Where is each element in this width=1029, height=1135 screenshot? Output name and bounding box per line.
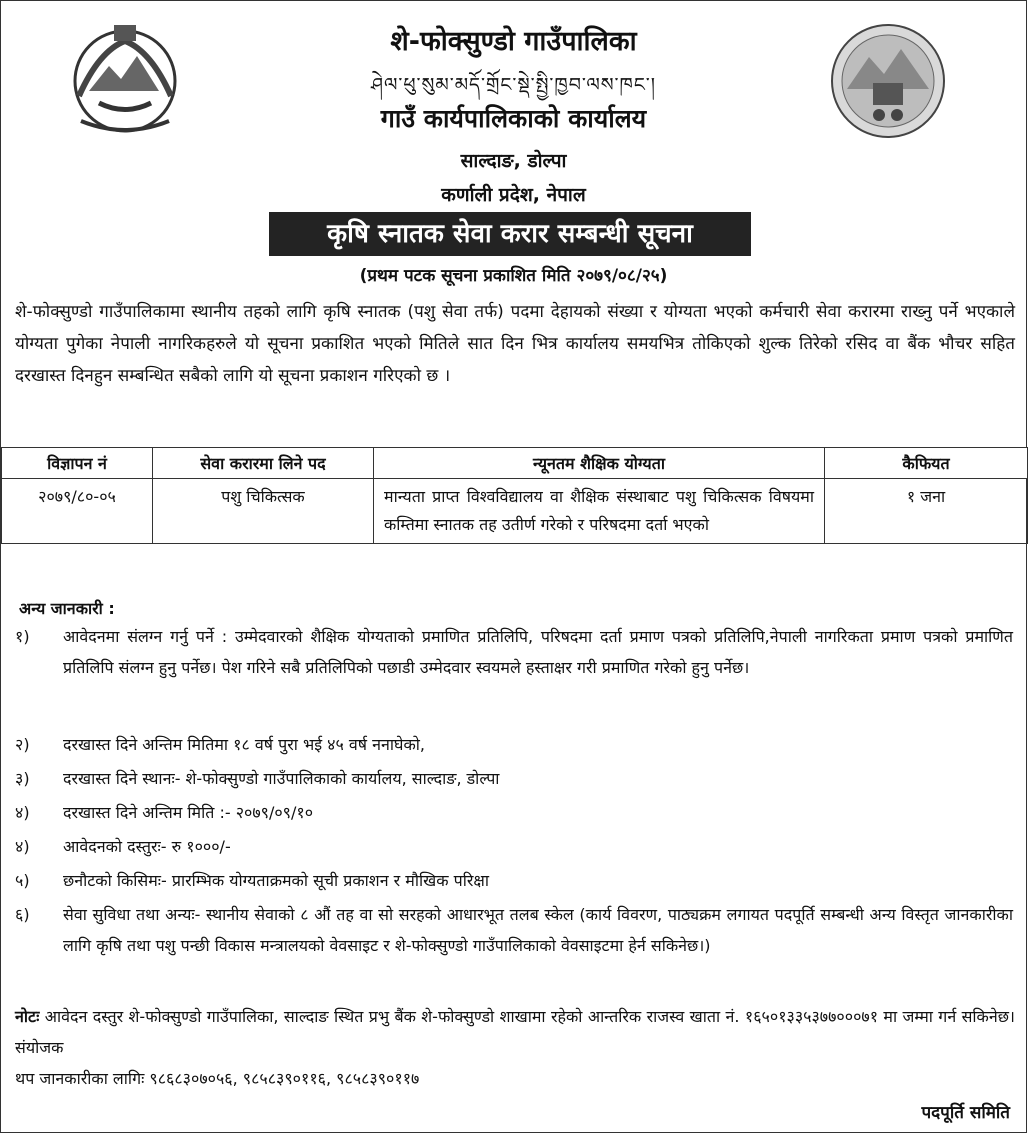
column-header-ad-number: विज्ञापन नं	[2, 448, 153, 479]
list-item-number: ४)	[15, 803, 30, 822]
other-info-title: अन्य जानकारी :	[19, 599, 115, 618]
letterhead	[1, 1, 1026, 263]
intro-paragraph: शे-फोक्सुण्डो गाउँपालिकामा स्थानीय तहको लागि कृषि स्नातक (पशु सेवा तर्फ) पदमा देहायको संख्या र योग्यता भएको कर्मचारी सेवा करारमा राख्नु पर्ने भएकाले योग्यता पुगेका नेपाली नागरिकहरुले यो सूचना प्रकाशित भएको मितिले सात दिन भित्र कार्यालय समयभित्र तोकिएको शुल्क तिरेको रसिद वा बैंक भौचर सहित दरखास्त दिनहुन सम्बन्धित सबैको लागि यो सूचना प्रकाशन गरिएको छ ।	[15, 302, 1015, 386]
cell-position: पशु चिकित्सक	[153, 479, 374, 544]
list-item-number: ४)	[15, 837, 30, 856]
cell-ad-number: २०७९/८०-०५	[2, 479, 153, 544]
table-header-row	[2, 448, 1028, 479]
state-country: कर्णाली प्रदेश, नेपाल	[441, 184, 586, 206]
list-item-text: सेवा सुविधा तथा अन्यः- स्थानीय सेवाको ८ औं तह वा सो सरहको आधारभूत तलब स्केल (कार्य विवरण, पाठ्यक्रम लगायत पदपूर्ति सम्बन्धी अन्य विस्तृत जानकारीका लागि कृषि तथा पशु पन्छी विकास मन्त्रालयको वेवसाइट र शे-फोक्सुण्डो गाउँपालिकाको वेवसाइटमा हेर्न सकिनेछ।)	[63, 905, 1013, 955]
note-text: आवेदन दस्तुर शे-फोक्सुण्डो गाउँपालिका, साल्दाङ स्थित प्रभु बैंक शे-फोक्सुण्डो शाखामा रहेको आन्तरिक राजस्व खाता नं. १६५०१३३५३७७०००७१ मा जम्मा गर्न सकिनेछ। संयोजक	[15, 1007, 1015, 1057]
list-item-number: २)	[15, 735, 30, 754]
signature-committee: पदपूर्ति समिति	[921, 1103, 1010, 1123]
list-item-text: दरखास्त दिने अन्तिम मिति :- २०७९/०९/१०	[63, 803, 314, 822]
list-item-number: ३)	[15, 769, 30, 788]
table-row	[2, 479, 1028, 544]
office-location: साल्दाङ, डोल्पा	[460, 150, 567, 172]
column-header-remarks: कैफियत	[825, 448, 1028, 479]
column-header-position: सेवा करारमा लिने पद	[153, 448, 374, 479]
list-item-text: दरखास्त दिने स्थानः- शे-फोक्सुण्डो गाउँपालिकाको कार्यालय, साल्दाङ, डोल्पा	[63, 769, 500, 788]
vacancy-table	[1, 447, 1028, 544]
list-item-text: आवेदनमा संलग्न गर्नु पर्ने : उम्मेदवारको शैक्षिक योग्यताको प्रमाणित प्रतिलिपि, परिषदमा दर्ता प्रमाण पत्रको प्रतिलिपि,नेपाली नागरिकता प्रमाण पत्रको प्रमाणित प्रतिलिपि संलग्न हुनु पर्नेछ। पेश गरिने सबै प्रतिलिपिको पछाडी उम्मेदवार स्वयमले हस्ताक्षर गरी प्रमाणित गरेको हुनु पर्नेछ।	[63, 627, 1013, 677]
office-title: गाउँ कार्यपालिकाको कार्यालय	[380, 104, 647, 133]
note-paragraph	[15, 1001, 1015, 1063]
contact-numbers: थप जानकारीका लागिः ९८६८३०७०५६, ९८५८३९०११६, ९८५८३९०११७	[15, 1069, 420, 1088]
municipality-title: शे-फोक्सुण्डो गाउँपालिका	[390, 26, 637, 57]
publish-date: (प्रथम पटक सूचना प्रकाशित मिति २०७९/०८/२५)	[359, 266, 668, 286]
column-header-qualification: न्यूनतम शैक्षिक योग्यता	[374, 448, 825, 479]
list-item-number: ६)	[15, 905, 30, 924]
tibetan-title: ཤེལ་ཕུ་སུམ་མདོ་གྲོང་སྡེ་སྤྱི་ཁྱབ་ལས་ཁང་།	[370, 74, 657, 96]
list-item-text: आवेदनको दस्तुरः- रु १०००/-	[63, 837, 231, 856]
list-item-number: १)	[15, 627, 30, 646]
note-label: नोटः	[15, 1007, 40, 1026]
cell-remarks: १ जना	[825, 479, 1028, 544]
list-item-text: दरखास्त दिने अन्तिम मितिमा १८ वर्ष पुरा भई ४५ वर्ष ननाघेको,	[63, 735, 425, 754]
list-item-text: छनौटको किसिमः- प्रारम्भिक योग्यताक्रमको सूची प्रकाशन र मौखिक परिक्षा	[63, 871, 489, 890]
list-item-number: ५)	[15, 871, 30, 890]
notice-banner: कृषि स्नातक सेवा करार सम्बन्धी सूचना	[269, 212, 751, 256]
cell-qualification: मान्यता प्राप्त विश्वविद्यालय वा शैक्षिक संस्थाबाट पशु चिकित्सक विषयमा कम्तिमा स्नातक तह उतीर्ण गरेको र परिषदमा दर्ता भएको	[374, 479, 825, 544]
